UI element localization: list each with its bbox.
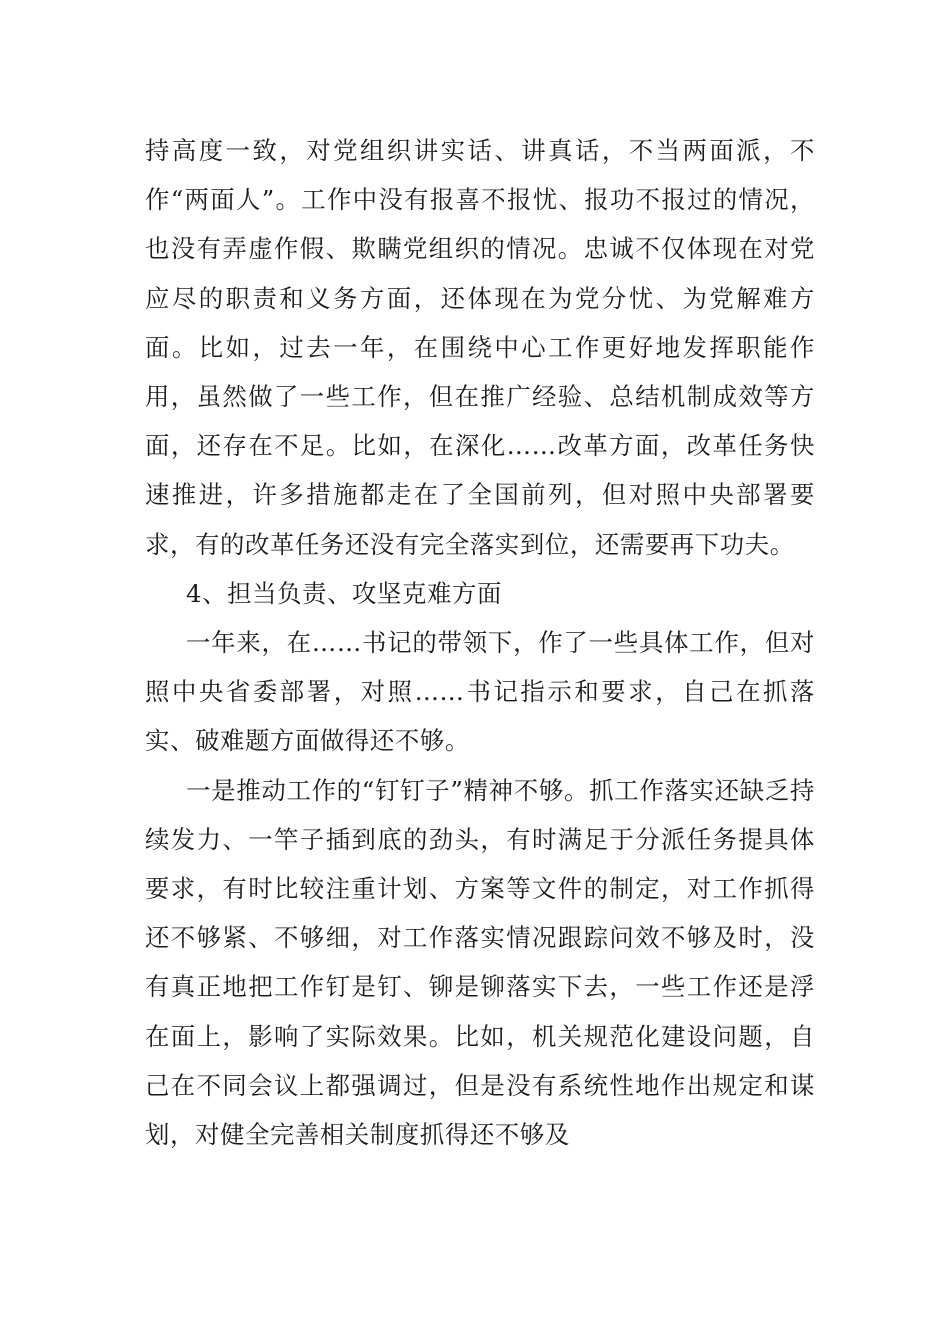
document-body	[145, 126, 815, 1159]
paragraph-point-one: 一是推动工作的“钉钉子”精神不够。抓工作落实还缺乏持续发力、一竿子插到底的劲头，有时满足于分派任务提具体要求，有时比较注重计划、方案等文件的制定，对工作抓得还不够紧、不够细，对工作落实情况跟踪问效不够及时，没有真正地把工作钉是钉、铆是铆落实下去，一些工作还是浮在面上，影响了实际效果。比如，机关规范化建设问题，自己在不同会议上都强调过，但是没有系统性地作出规定和谋划，对健全完善相关制度抓得还不够及	[145, 775, 815, 1150]
section-heading: 4、担当负责、攻坚克难方面	[186, 578, 503, 608]
paragraph-intro: 一年来，在……书记的带领下，作了一些具体工作，但对照中央省委部署，对照……书记指示和要求，自己在抓落实、破难题方面做得还不够。	[145, 628, 815, 756]
paragraph-continuation: 持高度一致，对党组织讲实话、讲真话，不当两面派，不作“两面人”。工作中没有报喜不报忧、报功不报过的情况，也没有弄虚作假、欺瞒党组织的情况。忠诚不仅体现在对党应尽的职责和义务方面，还体现在为党分忧、为党解难方面。比如，过去一年，在围绕中心工作更好地发挥职能作用，虽然做了一些工作，但在推广经验、总结机制成效等方面，还存在不足。比如，在深化……改革方面，改革任务快速推进，许多措施都走在了全国前列，但对照中央部署要求，有的改革任务还没有完全落实到位，还需要再下功夫。	[145, 136, 815, 559]
